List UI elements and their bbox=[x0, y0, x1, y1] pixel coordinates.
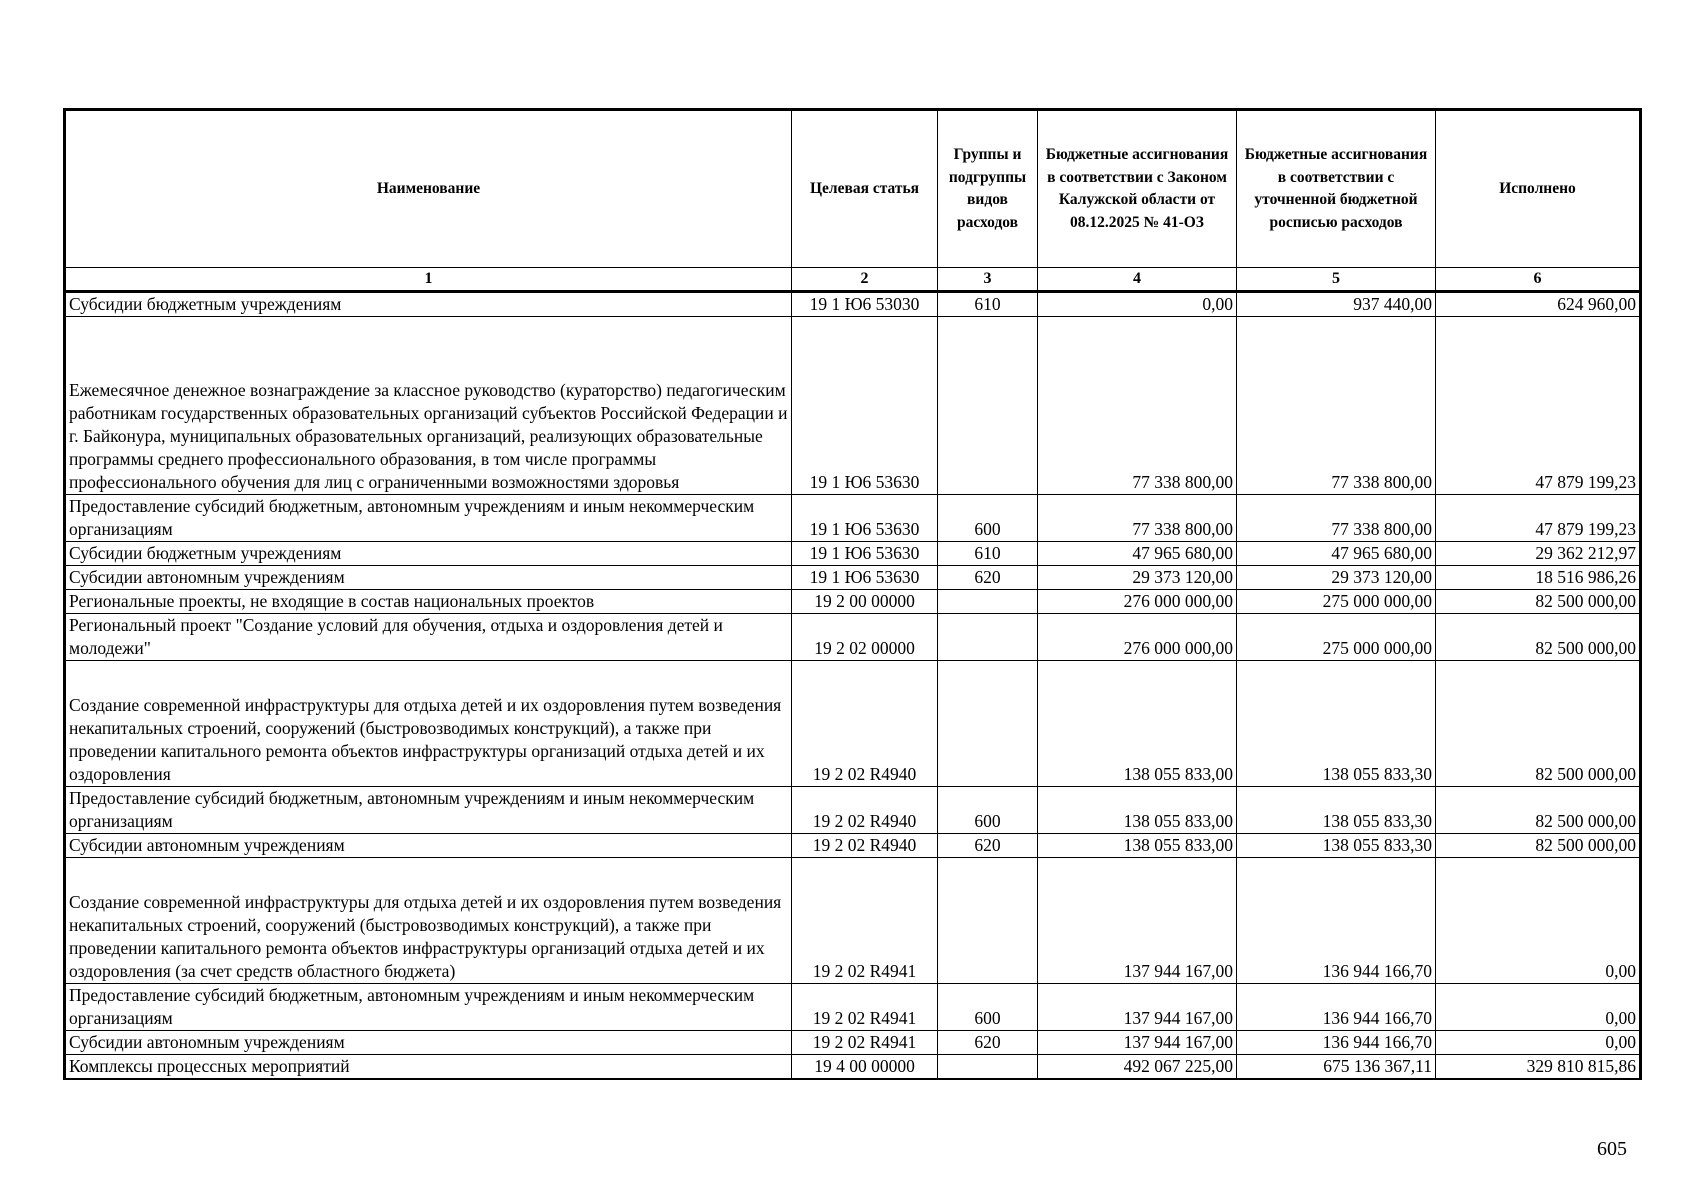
row-expense-group: 620 bbox=[938, 1031, 1038, 1055]
table-body bbox=[65, 292, 1641, 1080]
budget-table bbox=[63, 108, 1642, 1080]
row-name: Субсидии бюджетным учреждениям bbox=[65, 292, 792, 317]
row-target-article: 19 2 02 R4941 bbox=[792, 858, 938, 984]
row-target-article: 19 4 00 00000 bbox=[792, 1055, 938, 1080]
row-executed-amount: 0,00 bbox=[1436, 1031, 1641, 1055]
row-law-amount: 492 067 225,00 bbox=[1038, 1055, 1237, 1080]
row-name: Предоставление субсидий бюджетным, автономным учреждениям и иным некоммерческим организациям bbox=[65, 495, 792, 542]
row-expense-group bbox=[938, 614, 1038, 661]
row-executed-amount: 0,00 bbox=[1436, 984, 1641, 1031]
row-executed-amount: 82 500 000,00 bbox=[1436, 661, 1641, 787]
header-row bbox=[65, 110, 1641, 268]
row-law-amount: 137 944 167,00 bbox=[1038, 1031, 1237, 1055]
table-row bbox=[65, 1055, 1641, 1080]
row-executed-amount: 82 500 000,00 bbox=[1436, 834, 1641, 858]
row-refined-amount: 138 055 833,30 bbox=[1237, 661, 1436, 787]
row-target-article: 19 2 02 R4941 bbox=[792, 984, 938, 1031]
row-expense-group bbox=[938, 317, 1038, 495]
table-row bbox=[65, 590, 1641, 614]
row-target-article: 19 2 02 R4940 bbox=[792, 834, 938, 858]
row-name: Субсидии автономным учреждениям bbox=[65, 834, 792, 858]
row-expense-group bbox=[938, 858, 1038, 984]
row-target-article: 19 2 02 R4941 bbox=[792, 1031, 938, 1055]
row-target-article: 19 1 Ю6 53030 bbox=[792, 292, 938, 317]
row-law-amount: 137 944 167,00 bbox=[1038, 984, 1237, 1031]
row-expense-group: 600 bbox=[938, 984, 1038, 1031]
header-expense-groups: Группы и подгруппы видов расходов bbox=[938, 110, 1038, 268]
row-executed-amount: 47 879 199,23 bbox=[1436, 495, 1641, 542]
header-target-article: Целевая статья bbox=[792, 110, 938, 268]
column-number: 1 bbox=[65, 268, 792, 292]
row-target-article: 19 1 Ю6 53630 bbox=[792, 317, 938, 495]
table-row bbox=[65, 787, 1641, 834]
row-target-article: 19 2 02 R4940 bbox=[792, 661, 938, 787]
row-expense-group: 600 bbox=[938, 787, 1038, 834]
row-name: Создание современной инфраструктуры для отдыха детей и их оздоровления путем возведения некапитальных строений, сооружений (быстровозводимых конструкций), а также при проведении капитального ремонта объектов инфраструктуры организаций отдыха детей и их оздоровления (за счет средств областного бюджета) bbox=[65, 858, 792, 984]
row-law-amount: 47 965 680,00 bbox=[1038, 542, 1237, 566]
row-target-article: 19 1 Ю6 53630 bbox=[792, 542, 938, 566]
row-name: Региональный проект "Создание условий для обучения, отдыха и оздоровления детей и молодежи" bbox=[65, 614, 792, 661]
row-refined-amount: 77 338 800,00 bbox=[1237, 317, 1436, 495]
row-law-amount: 138 055 833,00 bbox=[1038, 787, 1237, 834]
row-executed-amount: 329 810 815,86 bbox=[1436, 1055, 1641, 1080]
table-row bbox=[65, 661, 1641, 787]
row-law-amount: 276 000 000,00 bbox=[1038, 614, 1237, 661]
row-name: Субсидии автономным учреждениям bbox=[65, 566, 792, 590]
row-executed-amount: 82 500 000,00 bbox=[1436, 787, 1641, 834]
row-law-amount: 137 944 167,00 bbox=[1038, 858, 1237, 984]
row-law-amount: 138 055 833,00 bbox=[1038, 834, 1237, 858]
row-executed-amount: 47 879 199,23 bbox=[1436, 317, 1641, 495]
row-name: Региональные проекты, не входящие в состав национальных проектов bbox=[65, 590, 792, 614]
table-row bbox=[65, 614, 1641, 661]
row-name: Ежемесячное денежное вознаграждение за классное руководство (кураторство) педагогическим работникам государственных образовательных организаций субъектов Российской Федерации и г. Байконура, муниципальных образовательных организаций, реализующих образовательные программы среднего профессионального образования, в том числе программы профессионального обучения для лиц с ограниченными возможностями здоровья bbox=[65, 317, 792, 495]
row-executed-amount: 624 960,00 bbox=[1436, 292, 1641, 317]
row-refined-amount: 77 338 800,00 bbox=[1237, 495, 1436, 542]
row-executed-amount: 18 516 986,26 bbox=[1436, 566, 1641, 590]
header-law-allocations: Бюджетные ассигнования в соответствии с Законом Калужской области от 08.12.2025 № 41-ОЗ bbox=[1038, 110, 1237, 268]
row-law-amount: 77 338 800,00 bbox=[1038, 495, 1237, 542]
row-expense-group: 610 bbox=[938, 542, 1038, 566]
row-law-amount: 276 000 000,00 bbox=[1038, 590, 1237, 614]
column-number: 2 bbox=[792, 268, 938, 292]
table-row bbox=[65, 542, 1641, 566]
row-refined-amount: 275 000 000,00 bbox=[1237, 590, 1436, 614]
row-refined-amount: 675 136 367,11 bbox=[1237, 1055, 1436, 1080]
header-refined-allocations: Бюджетные ассигнования в соответствии с уточненной бюджетной росписью расходов bbox=[1237, 110, 1436, 268]
row-name: Комплексы процессных мероприятий bbox=[65, 1055, 792, 1080]
row-name: Создание современной инфраструктуры для отдыха детей и их оздоровления путем возведения некапитальных строений, сооружений (быстровозводимых конструкций), а также при проведении капитального ремонта объектов инфраструктуры организаций отдыха детей и их оздоровления bbox=[65, 661, 792, 787]
column-number: 6 bbox=[1436, 268, 1641, 292]
column-number: 3 bbox=[938, 268, 1038, 292]
row-target-article: 19 1 Ю6 53630 bbox=[792, 566, 938, 590]
row-refined-amount: 29 373 120,00 bbox=[1237, 566, 1436, 590]
row-refined-amount: 138 055 833,30 bbox=[1237, 834, 1436, 858]
row-executed-amount: 29 362 212,97 bbox=[1436, 542, 1641, 566]
row-refined-amount: 275 000 000,00 bbox=[1237, 614, 1436, 661]
row-expense-group bbox=[938, 590, 1038, 614]
table-row bbox=[65, 858, 1641, 984]
table-row bbox=[65, 1031, 1641, 1055]
row-expense-group: 620 bbox=[938, 566, 1038, 590]
table-row bbox=[65, 984, 1641, 1031]
table-row bbox=[65, 834, 1641, 858]
row-executed-amount: 82 500 000,00 bbox=[1436, 590, 1641, 614]
budget-sheet bbox=[63, 108, 1639, 1080]
table-row bbox=[65, 317, 1641, 495]
row-expense-group: 600 bbox=[938, 495, 1038, 542]
row-expense-group: 610 bbox=[938, 292, 1038, 317]
row-target-article: 19 2 02 R4940 bbox=[792, 787, 938, 834]
row-law-amount: 0,00 bbox=[1038, 292, 1237, 317]
row-expense-group bbox=[938, 1055, 1038, 1080]
row-expense-group bbox=[938, 661, 1038, 787]
column-number: 4 bbox=[1038, 268, 1237, 292]
row-target-article: 19 1 Ю6 53630 bbox=[792, 495, 938, 542]
row-law-amount: 29 373 120,00 bbox=[1038, 566, 1237, 590]
row-name: Субсидии автономным учреждениям bbox=[65, 1031, 792, 1055]
row-expense-group: 620 bbox=[938, 834, 1038, 858]
table-row bbox=[65, 495, 1641, 542]
header-name: Наименование bbox=[65, 110, 792, 268]
row-refined-amount: 136 944 166,70 bbox=[1237, 984, 1436, 1031]
row-executed-amount: 82 500 000,00 bbox=[1436, 614, 1641, 661]
row-law-amount: 77 338 800,00 bbox=[1038, 317, 1237, 495]
table-row bbox=[65, 566, 1641, 590]
row-name: Предоставление субсидий бюджетным, автономным учреждениям и иным некоммерческим организациям bbox=[65, 984, 792, 1031]
header-executed: Исполнено bbox=[1436, 110, 1641, 268]
row-refined-amount: 138 055 833,30 bbox=[1237, 787, 1436, 834]
table-row bbox=[65, 292, 1641, 317]
row-law-amount: 138 055 833,00 bbox=[1038, 661, 1237, 787]
row-name: Предоставление субсидий бюджетным, автономным учреждениям и иным некоммерческим организациям bbox=[65, 787, 792, 834]
column-number-row bbox=[65, 268, 1641, 292]
row-refined-amount: 136 944 166,70 bbox=[1237, 1031, 1436, 1055]
row-refined-amount: 47 965 680,00 bbox=[1237, 542, 1436, 566]
row-target-article: 19 2 00 00000 bbox=[792, 590, 938, 614]
page-number: 605 bbox=[1597, 1138, 1627, 1160]
row-executed-amount: 0,00 bbox=[1436, 858, 1641, 984]
row-target-article: 19 2 02 00000 bbox=[792, 614, 938, 661]
row-name: Субсидии бюджетным учреждениям bbox=[65, 542, 792, 566]
row-refined-amount: 136 944 166,70 bbox=[1237, 858, 1436, 984]
column-number: 5 bbox=[1237, 268, 1436, 292]
row-refined-amount: 937 440,00 bbox=[1237, 292, 1436, 317]
